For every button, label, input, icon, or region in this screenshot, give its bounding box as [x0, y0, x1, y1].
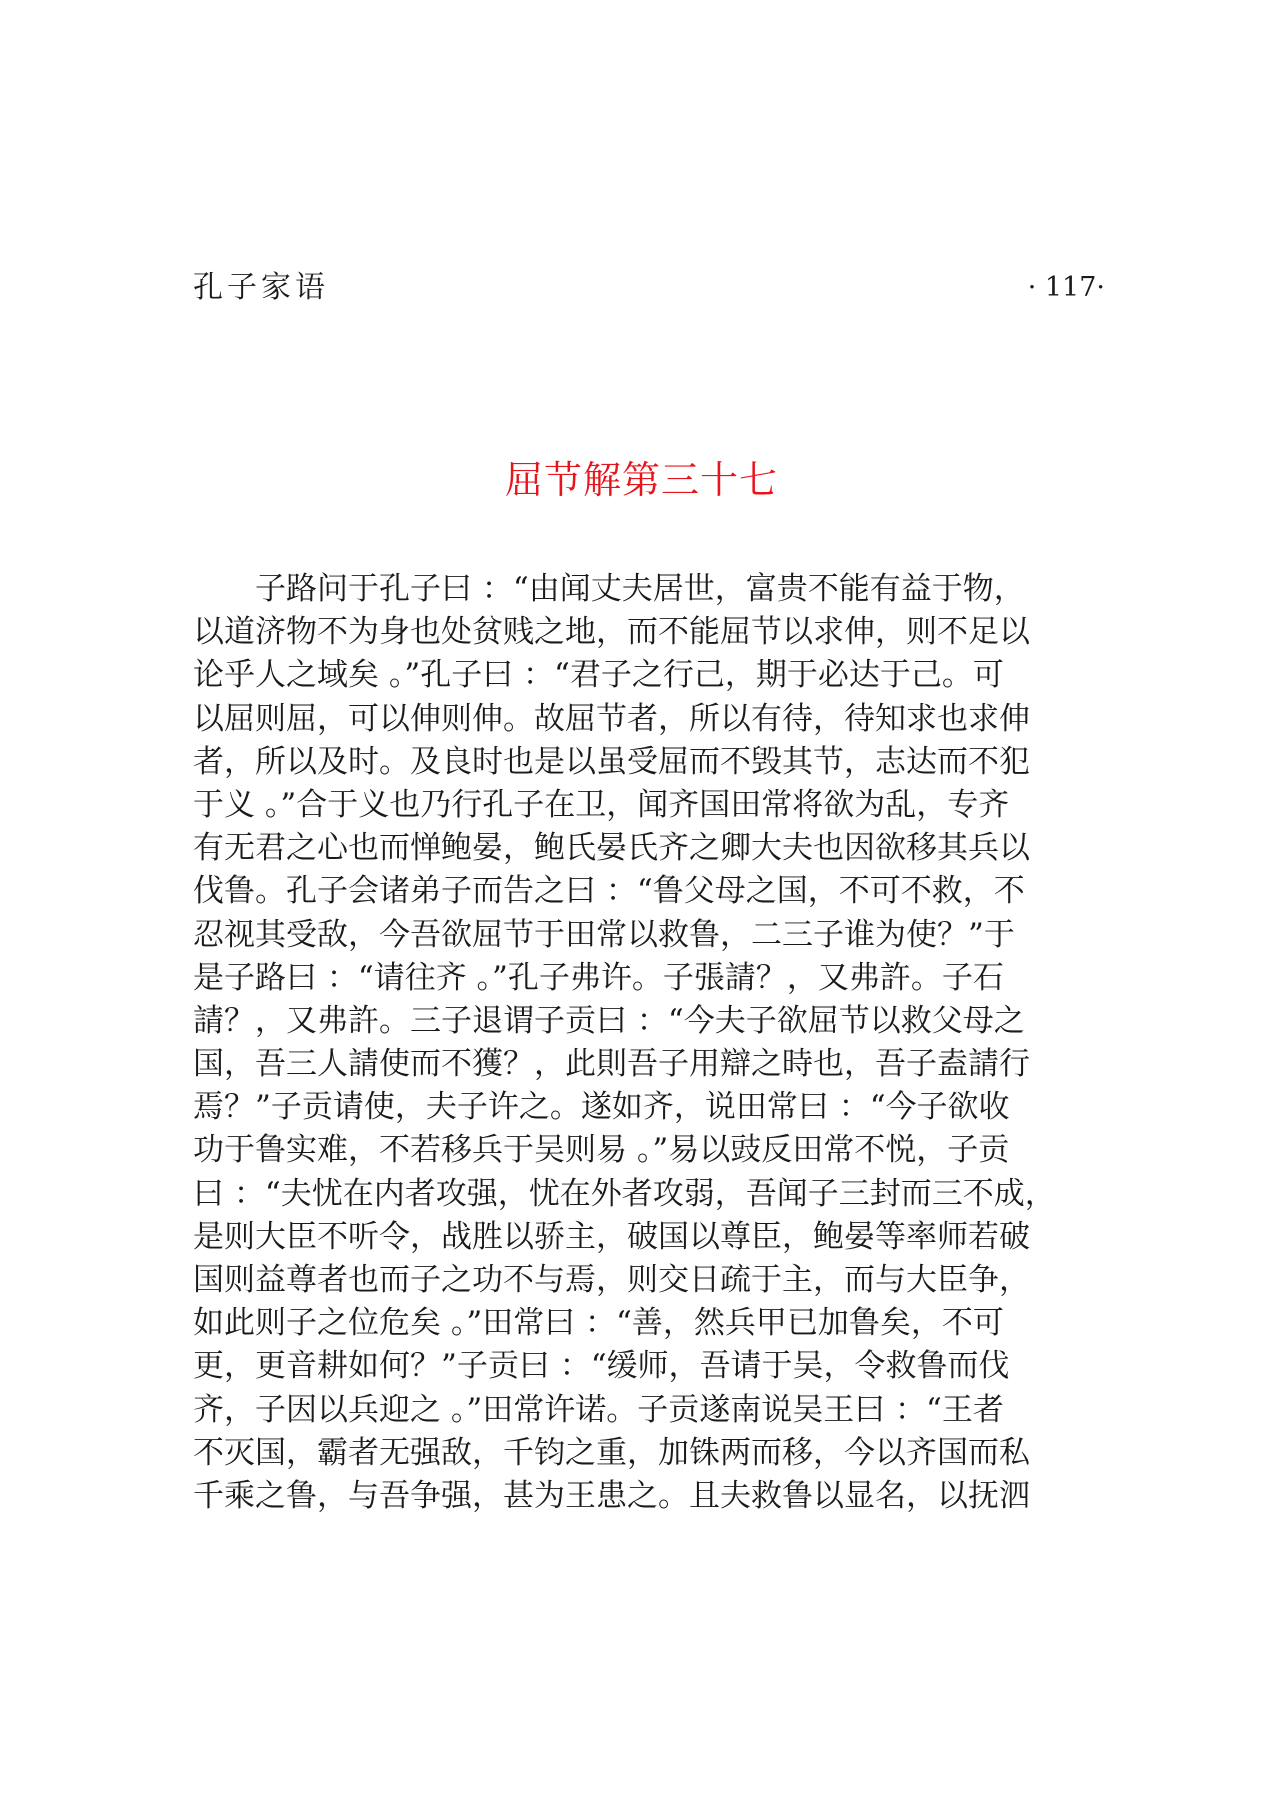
chapter-title: 屈节解第三十七	[504, 458, 778, 502]
body-text	[193, 568, 1113, 1518]
running-header	[193, 266, 1105, 310]
text-line: 請？，又弗許。三子退谓子贡曰 ：“今夫子欲屈节以救父母之	[193, 1002, 1025, 1039]
text-line: 不灭国，霸者无强敌，千钧之重，加铢两而移，今以齐国而私	[193, 1434, 1030, 1471]
text-line: 功于鲁实难，不若移兵于吴则易 。”易以豉反田常不悦，子贡	[193, 1132, 1010, 1169]
text-line: 齐，子因以兵迎之 。”田常许诺。子贡遂南说吴王曰 ：“王者	[193, 1391, 1004, 1428]
text-line: 以屈则屈，可以伸则伸。故屈节者，所以有待，待知求也求伸	[193, 700, 1030, 737]
text-line: 是子路曰 ：“请往齐 。”孔子弗许。子張請？，又弗許。子石	[193, 959, 1004, 996]
text-line: 伐鲁。孔子会诸弟子而告之曰 ：“鲁父母之国，不可不救，不	[193, 873, 1025, 910]
text-line: 论乎人之域矣 。”孔子曰 ：“君子之行己，期于必达于己。可	[193, 657, 1004, 694]
text-line: 是则大臣不听令，战胜以骄主，破国以尊臣，鲍晏等率师若破	[193, 1218, 1030, 1255]
page-number: · 117·	[1027, 272, 1105, 303]
text-line: 更，更音耕如何？”子贡曰 ：“缓师，吾请于吴，令救鲁而伐	[193, 1348, 1010, 1385]
text-line: 有无君之心也而惮鲍晏，鲍氏晏氏齐之卿大夫也因欲移其兵以	[193, 830, 1030, 867]
text-line: 如此则子之位危矣 。”田常曰 ：“善，然兵甲已加鲁矣，不可	[193, 1305, 1004, 1342]
text-line: 千乘之鲁，与吾争强，甚为王患之。且夫救鲁以显名，以抚泗	[193, 1477, 1030, 1514]
text-line: 于义 。”合于义也乃行孔子在卫，闻齐国田常将欲为乱，专齐	[193, 786, 1010, 823]
text-line: 者，所以及时。及良时也是以虽受屈而不毁其节，志达而不犯	[193, 743, 1030, 780]
text-line: 以道济物不为身也处贫贱之地，而不能屈节以求伸，则不足以	[193, 614, 1030, 651]
text-line: 国，吾三人請使而不獲？，此則吾子用辯之時也，吾子盍請行	[193, 1046, 1030, 1083]
text-line: 国则益尊者也而子之功不与焉，则交日疏于主，而与大臣争，	[193, 1262, 1030, 1298]
text-line: 忍视其受敌，今吾欲屈节于田常以救鲁，二三子谁为使？”于	[193, 916, 1015, 953]
text-line: 焉？”子贡请使，夫子许之。遂如齐，说田常曰 ：“今子欲收	[193, 1089, 1010, 1126]
text-line: 曰 ：“夫忧在内者攻强，忧在外者攻弱，吾闻子三封而三不成，	[193, 1175, 1056, 1212]
text-line: 子路问于孔子曰 ：“由闻丈夫居世，富贵不能有益于物，	[193, 571, 1025, 607]
book-title: 孔子家语	[193, 270, 329, 305]
